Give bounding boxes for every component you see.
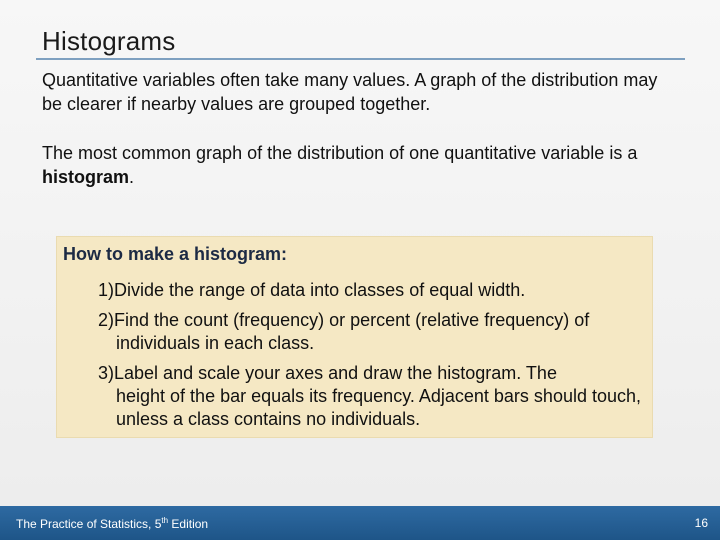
title-underline [36, 58, 685, 60]
step-number: 2) [98, 310, 115, 330]
step-text: Find the count (frequency) or percent (relative frequency) of [114, 310, 590, 330]
step-continuation: height of the bar equals its frequency. Adjacent bars should touch, unless a class contains no individuals. [116, 386, 642, 429]
how-to-box [56, 236, 653, 438]
box-heading: How to make a histogram: [63, 244, 288, 264]
definition-period: . [129, 167, 135, 187]
edition-superscript: th [161, 516, 169, 525]
step-1 [98, 279, 648, 302]
definition-text: The most common graph of the distribution of one quantitative variable is a [42, 143, 638, 163]
page-number: 16 [694, 516, 708, 530]
step-text: Divide the range of data into classes of equal width. [114, 280, 526, 300]
definition-paragraph [42, 141, 682, 189]
intro-paragraph: Quantitative variables often take many values. A graph of the distribution may be clearer if nearby values are grouped together. [42, 70, 658, 114]
edition-label: Edition [168, 517, 209, 531]
step-continuation: individuals in each class. [116, 333, 315, 353]
step-number: 3) [98, 363, 115, 383]
book-title [16, 516, 208, 531]
histogram-term: histogram [42, 167, 130, 187]
slide-title: Histograms [42, 26, 176, 56]
step-text: Label and scale your axes and draw the histogram. The [114, 363, 557, 383]
footer-bar [0, 506, 720, 540]
book-title-text: The Practice of Statistics, 5 [16, 517, 162, 531]
step-3 [98, 362, 648, 431]
step-2 [98, 309, 648, 355]
step-number: 1) [98, 280, 115, 300]
